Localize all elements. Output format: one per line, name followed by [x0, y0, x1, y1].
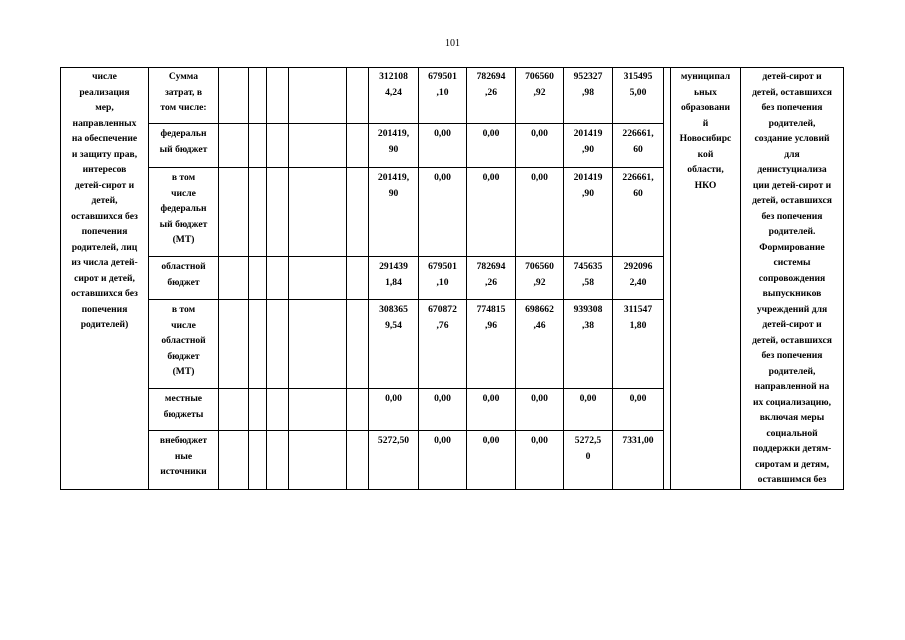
empty-cell — [267, 389, 289, 431]
value-cell: 670872 ,76 — [419, 300, 467, 389]
value-cell: 0,00 — [613, 389, 664, 431]
empty-cell — [347, 300, 369, 389]
empty-cell — [249, 431, 267, 490]
row-label: областной бюджет — [149, 257, 219, 300]
empty-cell — [267, 124, 289, 168]
empty-cell — [347, 431, 369, 490]
empty-cell — [267, 68, 289, 124]
value-cell: 226661, 60 — [613, 124, 664, 168]
value-cell: 315495 5,00 — [613, 68, 664, 124]
empty-cell — [219, 300, 249, 389]
empty-cell — [249, 68, 267, 124]
value-cell: 226661, 60 — [613, 168, 664, 257]
empty-cell — [219, 257, 249, 300]
value-cell: 7331,00 — [613, 431, 664, 490]
expected-result-cell: детей-сирот и детей, оставшихся без попечения родителей, создание условий для денистуциализа ции детей-сирот и детей, оставшихся без попечения родителей. Формирование системы сопровождения выпускников учреждений для детей-сирот и детей, оставшихся без попечения родителей, направленной на их социализацию, включая меры социальной поддержки детям- сиротам и детям, оставшимся без — [741, 68, 844, 490]
value-cell: 0,00 — [467, 124, 516, 168]
value-cell: 312108 4,24 — [369, 68, 419, 124]
row-label: в том числе федеральн ый бюджет (МТ) — [149, 168, 219, 257]
empty-cell — [219, 389, 249, 431]
empty-cell — [289, 431, 347, 490]
empty-cell — [289, 68, 347, 124]
page-number: 101 — [445, 38, 460, 49]
empty-cell — [249, 168, 267, 257]
value-cell: 0,00 — [516, 168, 564, 257]
value-cell: 0,00 — [516, 124, 564, 168]
empty-cell — [249, 300, 267, 389]
value-cell: 0,00 — [419, 431, 467, 490]
empty-cell — [289, 124, 347, 168]
value-cell: 308365 9,54 — [369, 300, 419, 389]
value-cell: 698662 ,46 — [516, 300, 564, 389]
value-cell: 0,00 — [467, 168, 516, 257]
value-cell: 292096 2,40 — [613, 257, 664, 300]
value-cell: 0,00 — [419, 389, 467, 431]
empty-cell — [289, 300, 347, 389]
executors-cell: муниципал ьных образовани й Новосибирс кой области, НКО — [671, 68, 741, 490]
empty-cell — [267, 300, 289, 389]
value-cell: 0,00 — [564, 389, 613, 431]
value-cell: 952327 ,98 — [564, 68, 613, 124]
value-cell: 679501 ,10 — [419, 257, 467, 300]
value-cell: 782694 ,26 — [467, 68, 516, 124]
empty-cell — [347, 257, 369, 300]
value-cell: 706560 ,92 — [516, 257, 564, 300]
empty-cell — [347, 124, 369, 168]
empty-cell — [267, 257, 289, 300]
value-cell: 774815 ,96 — [467, 300, 516, 389]
empty-cell — [267, 168, 289, 257]
empty-cell — [249, 389, 267, 431]
value-cell: 939308 ,38 — [564, 300, 613, 389]
value-cell: 0,00 — [467, 431, 516, 490]
empty-cell — [347, 168, 369, 257]
value-cell: 201419 ,90 — [564, 124, 613, 168]
value-cell: 201419 ,90 — [564, 168, 613, 257]
value-cell: 311547 1,80 — [613, 300, 664, 389]
value-cell: 0,00 — [516, 389, 564, 431]
empty-cell — [347, 68, 369, 124]
value-cell: 0,00 — [369, 389, 419, 431]
empty-cell — [289, 168, 347, 257]
table-row — [61, 68, 844, 124]
value-cell: 0,00 — [516, 431, 564, 490]
empty-cell — [289, 389, 347, 431]
empty-cell — [347, 389, 369, 431]
value-cell: 745635 ,58 — [564, 257, 613, 300]
value-cell: 291439 1,84 — [369, 257, 419, 300]
empty-cell — [249, 124, 267, 168]
empty-cell — [267, 431, 289, 490]
empty-cell — [219, 124, 249, 168]
value-cell: 201419, 90 — [369, 168, 419, 257]
row-label: в том числе областной бюджет (МТ) — [149, 300, 219, 389]
value-cell: 0,00 — [419, 124, 467, 168]
empty-cell — [219, 168, 249, 257]
column-gap — [664, 68, 671, 490]
empty-cell — [219, 68, 249, 124]
value-cell: 0,00 — [419, 168, 467, 257]
value-cell: 5272,5 0 — [564, 431, 613, 490]
value-cell: 679501 ,10 — [419, 68, 467, 124]
row-label: федеральн ый бюджет — [149, 124, 219, 168]
empty-cell — [289, 257, 347, 300]
row-label: Сумма затрат, в том числе: — [149, 68, 219, 124]
value-cell: 201419, 90 — [369, 124, 419, 168]
value-cell: 5272,50 — [369, 431, 419, 490]
empty-cell — [219, 431, 249, 490]
row-label: внебюджет ные источники — [149, 431, 219, 490]
value-cell: 782694 ,26 — [467, 257, 516, 300]
budget-table — [60, 67, 844, 490]
value-cell: 706560 ,92 — [516, 68, 564, 124]
value-cell: 0,00 — [467, 389, 516, 431]
row-label: местные бюджеты — [149, 389, 219, 431]
measure-description: числе реализация мер, направленных на обеспечение и защиту прав, интересов детей-сирот и детей, оставшихся без попечения родителей, лиц из числа детей- сирот и детей, оставшихся без попечения родителей) — [61, 68, 149, 490]
empty-cell — [249, 257, 267, 300]
